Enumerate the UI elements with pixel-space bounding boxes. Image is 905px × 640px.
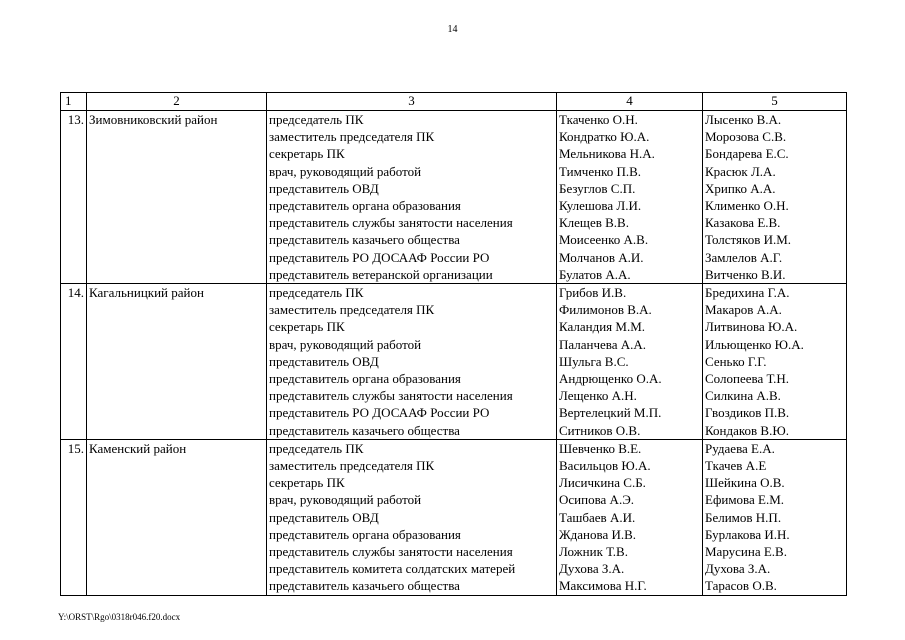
main-member: Мельникова Н.А. — [559, 146, 655, 162]
main-member: Каландия М.М. — [559, 319, 646, 335]
file-path-footer: Y:\ORST\Rgo\0318r046.f20.docx — [58, 612, 181, 622]
main-member-cell — [557, 439, 703, 595]
reserve-member: Бредихина Г.А. — [705, 285, 790, 301]
reserve-member-cell — [703, 284, 847, 440]
main-member: Моисеенко А.В. — [559, 232, 649, 248]
role-line: председатель ПК — [269, 112, 364, 127]
reserve-member-cell — [703, 439, 847, 595]
column-header-2: 2 — [87, 93, 267, 111]
main-member: Максимова Н.Г. — [559, 578, 647, 594]
reserve-member: Казакова Е.В. — [705, 215, 781, 231]
reserve-member: Хрипко А.А. — [705, 180, 776, 196]
main-member: Кондратко Ю.А. — [559, 129, 650, 145]
column-header-3: 3 — [267, 93, 557, 111]
role-line: представитель ОВД — [269, 353, 379, 369]
role-line: представитель службы занятости населения — [269, 544, 513, 560]
main-member: Ситников О.В. — [559, 422, 641, 438]
main-member: Грибов И.В. — [559, 285, 627, 301]
reserve-member-cell — [703, 111, 847, 284]
reserve-member: Гвоздиков П.В. — [705, 405, 790, 421]
district-name: Зимовниковский район — [87, 111, 267, 284]
reserve-member: Макаров А.А. — [705, 302, 782, 318]
district-name: Каменский район — [87, 439, 267, 595]
role-line: представитель службы занятости населения — [269, 388, 513, 404]
reserve-member: Лысенко В.А. — [705, 112, 782, 127]
reserve-member: Тарасов О.В. — [705, 578, 777, 594]
reserve-member: Рудаева Е.А. — [705, 440, 775, 456]
row-number: 14. — [61, 284, 87, 440]
role-line: секретарь ПК — [269, 146, 345, 162]
reserve-member: Замлелов А.Г. — [705, 249, 783, 265]
main-member: Ткаченко О.Н. — [559, 112, 638, 127]
table-body — [61, 111, 847, 596]
role-line: заместитель председателя ПК — [269, 302, 435, 318]
role-line: врач, руководящий работой — [269, 492, 422, 508]
role-line: представитель комитета солдатских матерей — [269, 561, 516, 577]
role-line: представитель казачьего общества — [269, 422, 460, 438]
role-line: представитель ветеранской организации — [269, 266, 493, 282]
main-member: Жданова И.В. — [559, 526, 637, 542]
main-member: Клещев В.В. — [559, 215, 629, 231]
reserve-member: Бурлакова И.Н. — [705, 526, 790, 542]
main-member: Тимченко П.В. — [559, 163, 642, 179]
role-line: представитель органа образования — [269, 371, 461, 387]
reserve-member: Сенько Г.Г. — [705, 353, 767, 369]
reserve-member: Кондаков В.Ю. — [705, 422, 789, 438]
main-member: Лещенко А.Н. — [559, 388, 637, 404]
main-member: Васильцов Ю.А. — [559, 458, 651, 474]
role-cell — [267, 439, 557, 595]
column-header-5: 5 — [703, 93, 847, 111]
reserve-member: Ткачев А.Е — [705, 458, 767, 474]
main-member: Филимонов В.А. — [559, 302, 652, 318]
role-line: представитель РО ДОСААФ России РО — [269, 405, 490, 421]
role-line: представитель казачьего общества — [269, 232, 460, 248]
reserve-member: Солопеева Т.Н. — [705, 371, 789, 387]
row-number: 15. — [61, 439, 87, 595]
reserve-member: Литвинова Ю.А. — [705, 319, 798, 335]
main-member: Кулешова Л.И. — [559, 198, 642, 214]
row-number: 13. — [61, 111, 87, 284]
reserve-member: Белимов Н.П. — [705, 509, 782, 525]
role-line: заместитель председателя ПК — [269, 129, 435, 145]
main-member: Булатов А.А. — [559, 266, 631, 282]
page-number: 14 — [447, 24, 458, 35]
role-line: представитель органа образования — [269, 198, 461, 214]
reserve-member: Клименко О.Н. — [705, 198, 789, 214]
main-member: Ложник Т.В. — [559, 544, 628, 560]
main-member: Ташбаев А.И. — [559, 509, 636, 525]
role-line: председатель ПК — [269, 440, 364, 456]
reserve-member: Красюк Л.А. — [705, 163, 776, 179]
main-member: Шульга В.С. — [559, 353, 629, 369]
reserve-member: Силкина А.В. — [705, 388, 781, 404]
reserve-member: Толстяков И.М. — [705, 232, 792, 248]
main-member: Паланчева А.А. — [559, 336, 647, 352]
table-row — [61, 439, 847, 595]
main-member-cell — [557, 111, 703, 284]
reserve-member: Витченко В.И. — [705, 266, 786, 282]
main-member: Шевченко В.Е. — [559, 440, 642, 456]
table-row — [61, 111, 847, 284]
reserve-member: Марусина Е.В. — [705, 544, 787, 560]
role-line: врач, руководящий работой — [269, 163, 422, 179]
reserve-member: Духова З.А. — [705, 561, 771, 577]
main-member: Лисичкина С.Б. — [559, 475, 646, 491]
reserve-member: Шейкина О.В. — [705, 475, 785, 491]
role-line: секретарь ПК — [269, 319, 345, 335]
commission-table — [60, 92, 847, 596]
role-line: заместитель председателя ПК — [269, 458, 435, 474]
role-line: представитель службы занятости населения — [269, 215, 513, 231]
header-row — [61, 93, 847, 111]
role-line: врач, руководящий работой — [269, 336, 422, 352]
role-line: представитель РО ДОСААФ России РО — [269, 249, 490, 265]
role-cell — [267, 284, 557, 440]
role-line: представитель органа образования — [269, 526, 461, 542]
reserve-member: Ефимова Е.М. — [705, 492, 785, 508]
main-member: Безуглов С.П. — [559, 180, 636, 196]
role-line: представитель казачьего общества — [269, 578, 460, 594]
reserve-member: Ильющенко Ю.А. — [705, 336, 804, 352]
table-row — [61, 284, 847, 440]
column-header-1: 1 — [61, 93, 87, 111]
main-member: Осипова А.Э. — [559, 492, 635, 508]
role-cell — [267, 111, 557, 284]
role-line: представитель ОВД — [269, 180, 379, 196]
main-member: Вертелецкий М.П. — [559, 405, 662, 421]
main-member: Духова З.А. — [559, 561, 625, 577]
main-member: Андрющенко О.А. — [559, 371, 662, 387]
main-member: Молчанов А.И. — [559, 249, 644, 265]
district-name: Кагальницкий район — [87, 284, 267, 440]
reserve-member: Бондарева Е.С. — [705, 146, 789, 162]
main-member-cell — [557, 284, 703, 440]
role-line: представитель ОВД — [269, 509, 379, 525]
column-header-4: 4 — [557, 93, 703, 111]
reserve-member: Морозова С.В. — [705, 129, 787, 145]
role-line: секретарь ПК — [269, 475, 345, 491]
role-line: председатель ПК — [269, 285, 364, 301]
